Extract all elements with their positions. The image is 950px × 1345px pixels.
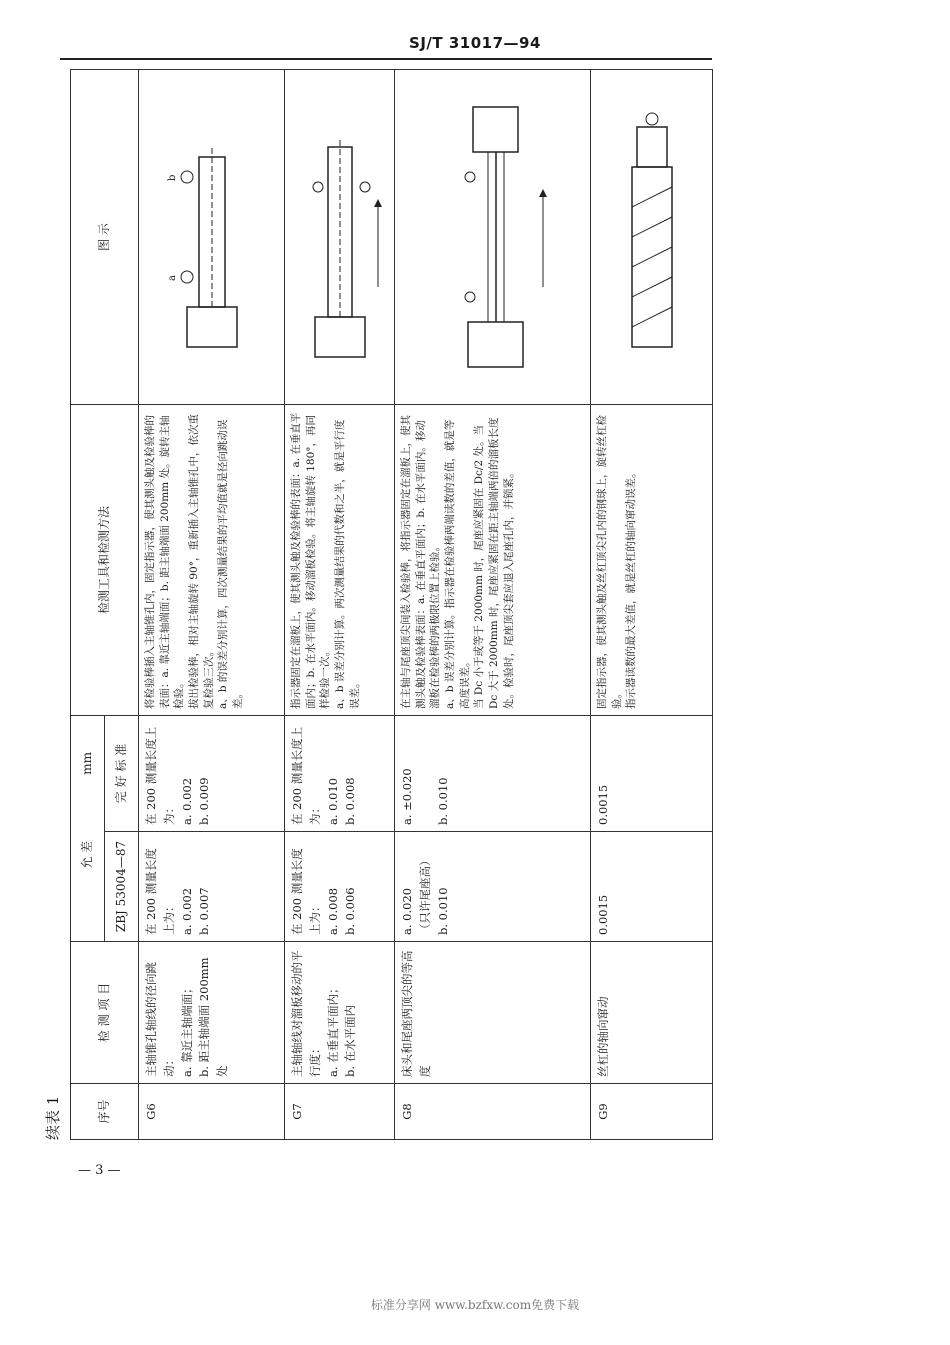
svg-text:b: b (166, 174, 178, 181)
row-method: 指示器固定在溜板上，使其测头触及检验棒的表面：a. 在垂直平面内；b. 在水平面内。移动溜板检验。将主轴旋转 180°，再同样检验一次。 a、b 误差分别计算。两次测量结果的代数和之半，就是平行度误差。 (285, 405, 395, 716)
row-zbj: 在 200 测量长度上为： a. 0.002 b. 0.007 (139, 832, 285, 942)
row-zbj: 在 200 测量长度上为： a. 0.008 b. 0.006 (285, 832, 395, 942)
row-good: a. ±0.020 b. 0.010 (395, 716, 591, 832)
row-figure (139, 70, 285, 405)
row-good: 在 200 测量长度上为： a. 0.010 b. 0.008 (285, 716, 395, 832)
standard-code: SJ/T 31017—94 (409, 34, 541, 52)
table-row (591, 70, 713, 1140)
header-method: 检测工具和检测方法 (71, 405, 139, 716)
table-row (395, 70, 591, 1140)
svg-text:a: a (166, 275, 178, 281)
row-good: 在 200 测量长度上为： a. 0.002 b. 0.009 (139, 716, 285, 832)
row-seq: G9 (591, 1084, 713, 1140)
row-item: 床头和尾座两顶尖的等高度 (395, 942, 591, 1084)
row-figure (591, 70, 713, 405)
header-item: 检 测 项 目 (71, 942, 139, 1084)
spindle-parallelism-diagram (290, 87, 390, 387)
row-item: 丝杠的轴向窜动 (591, 942, 713, 1084)
row-method: 在主轴与尾座顶尖间装入检验棒，将指示器固定在溜板上，使其测头触及检验棒表面：a. 在垂直平面内；b. 在水平面内。移动溜板在检验棒的两极限位置上检验。 a、b 误差分别计算。指示器在检验棒两端读数的差值，就是等高度误差。 当 Dc 小于或等于 2000mm 时，尾座应紧固在 Dc/2 处。当 Dc 大于 2000mm 时，尾座应紧固在距主轴端两倍的溜板长度处。检验时，尾座顶尖套应退入尾座孔内，并锁紧。 (395, 405, 591, 716)
inspection-table (70, 69, 713, 1140)
row-seq: G6 (139, 1084, 285, 1140)
table-caption: 续表 1 (44, 1095, 62, 1140)
row-method: 固定指示器，使其测头触及丝杠顶尖孔内的钢球上，旋转丝杠检验。 指示器读数的最大差值，就是丝杠的轴向窜动误差。 (591, 405, 713, 716)
row-item: 主轴锥孔轴线的径向跳动： a. 靠近主轴端面； b. 距主轴端面 200mm 处 (139, 942, 285, 1084)
spindle-runout-diagram (147, 87, 277, 387)
row-figure (395, 70, 591, 405)
table-row (285, 70, 395, 1140)
center-height-diagram (418, 87, 568, 387)
row-method: 将检验棒插入主轴锥孔内，固定指示器，使其测头触及检验棒的表面：a. 靠近主轴端面；b. 距主轴端面 200mm 处。旋转主轴检验。 拔出检验棒，相对主轴旋转 90°，重新插入主轴锥孔中，依次重复检验三次。 a、b 的误差分别计算，四次测量结果的平均值就是径向跳动误差。 (139, 405, 285, 716)
row-figure (285, 70, 395, 405)
header-zbj: ZBJ 53004—87 (105, 832, 139, 942)
header-unit: mm (80, 752, 95, 775)
header-seq: 序号 (71, 1084, 139, 1140)
header-tolerance (71, 716, 105, 942)
row-good: 0.0015 (591, 716, 713, 832)
header-tolerance-label: 允 差 (80, 840, 95, 869)
row-item: 主轴轴线对溜板移动的平行度： a. 在垂直平面内； b. 在水平面内 (285, 942, 395, 1084)
row-seq: G7 (285, 1084, 395, 1140)
watermark-footer: 标准分享网 www.bzfxw.com免费下载 (370, 1298, 580, 1312)
rotated-table-wrapper (44, 70, 712, 1140)
leadscrew-axial-diagram (597, 87, 707, 387)
page-number: — 3 — (78, 1163, 121, 1178)
row-zbj: 0.0015 (591, 832, 713, 942)
header-figure: 图 示 (71, 70, 139, 405)
header-rule (60, 58, 712, 60)
header-good: 完 好 标 准 (105, 716, 139, 832)
row-zbj: a. 0.020 （只许尾座高） b. 0.010 (395, 832, 591, 942)
row-seq: G8 (395, 1084, 591, 1140)
table-row (139, 70, 285, 1140)
